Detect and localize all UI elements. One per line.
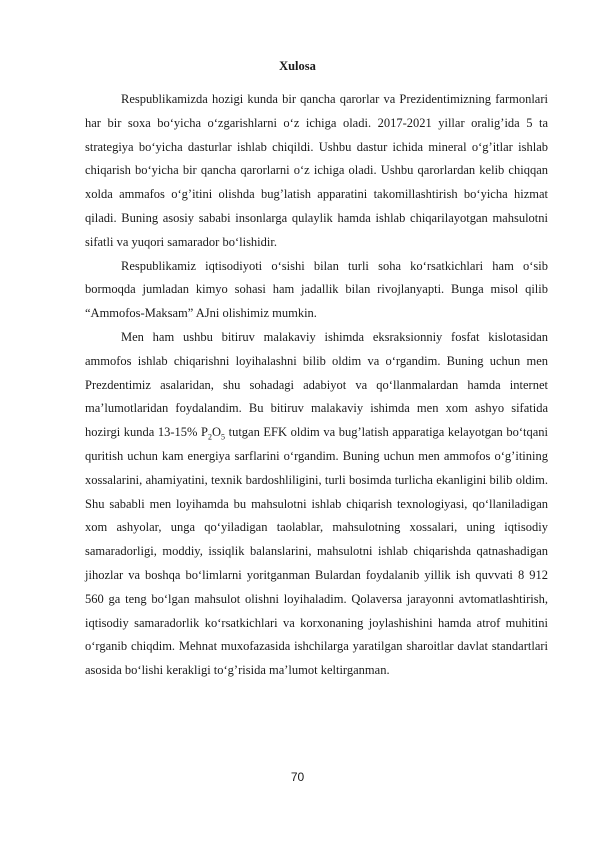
page-number: 70	[290, 770, 305, 784]
paragraph-3-text-after-formula: tutgan EFK oldim va bug’latish apparatiga kelayotgan bo‘tqani quritish uchun kam energiya sarflarini o‘rgandim. Buning uchun men ammofos o‘g’itining xossalarini, ahamiyatini, texnik bardoshliligini, turli bosimda turlicha ekanligini bilib oldim. Shu sababli men loyihamda bu mahsulotni ishlab chiqarish texnologiyasi, qo‘llaniladigan xom ashyolar, unga qo‘yiladigan taolablar, mahsulotning xossalari, uning iqtisodiy samaradorligi, moddiy, issiqlik balanslarini, mahsulotni ishlab chiqarishda qatnashadigan jihozlar va boshqa bo‘limlarni yoritganman Bulardan foydalanib yillik ish quvvati 8 912 560 ga teng bo‘lgan mahsulot olishni loyihaladim. Qolaversa jarayonni avtomatlashtirish, iqtisodiy samaradorlik ko‘rsatkichlari va korxonaning joylashishini hamda atrof muhitini o‘rganib chiqdim. Mehnat muxofazasida ishchilarga yaratilgan sharoitlar davlat standartlari asosida bo‘lishi kerakligi to‘g’risida ma’lumot keltirganman.	[85, 425, 548, 678]
paragraph-3	[85, 326, 548, 683]
formula-o-subscript: 5	[221, 432, 226, 442]
formula-p-subscript: 2	[207, 432, 212, 442]
paragraph-3-text-before-formula: Men ham ushbu bitiruv malakaviy ishimda eksraksionniy fosfat kislotasidan ammofos ishlab chiqarishni loyihalashni bilib oldim va o‘rgandim. Buning uchun men Prezdentimiz asalaridan, shu sohadagi adabiyot va qo‘llanmalardan hamda internet ma’lumotlaridan foydalandim. Bu bitiruv malakaviy ishimda men xom ashyo sifatida hozirgi kunda 13-15%	[85, 329, 548, 440]
paragraph-2: Respublikamiz iqtisodiyoti o‘sishi bilan turli soha ko‘rsatkichlari ham o‘sib bormoqda jumladan kimyo sohasi ham jadallik bilan rivojlanyapti. Bunga misol qilib “Ammofos-Maksam” AJni olishimiz mumkin.	[85, 258, 548, 321]
paragraph-1: Respublikamizda hozigi kunda bir qancha qarorlar va Prezidentimizning farmonlari har bir soxa bo‘yicha o‘zgarishlarni o‘z ichiga oladi. 2017-2021 yillar oralig’ida 5 ta strategiya bo‘yicha dasturlar ishlab chiqildi. Ushbu dastur ichida mineral o‘g’itlar ishlab chiqarish bo‘yicha bir qancha qarorlarni o‘z ichiga oladi. Ushbu qarorlardan kelib chiqqan xolda ammafos o‘g’itini olishda bug’latish apparatini takomillashtirish bo‘yicha hizmat qiladi. Buning asosiy sababi insonlarga qulaylik hamda ishlab chiqarilayotgan mahsulotni sifatli va yuqori samarador bo‘lishidir.	[85, 92, 548, 249]
body-text	[85, 88, 548, 683]
formula-o: O	[211, 425, 222, 440]
section-title: Xulosa	[279, 59, 316, 73]
chemical-formula	[201, 425, 226, 442]
formula-p: P	[201, 425, 208, 440]
